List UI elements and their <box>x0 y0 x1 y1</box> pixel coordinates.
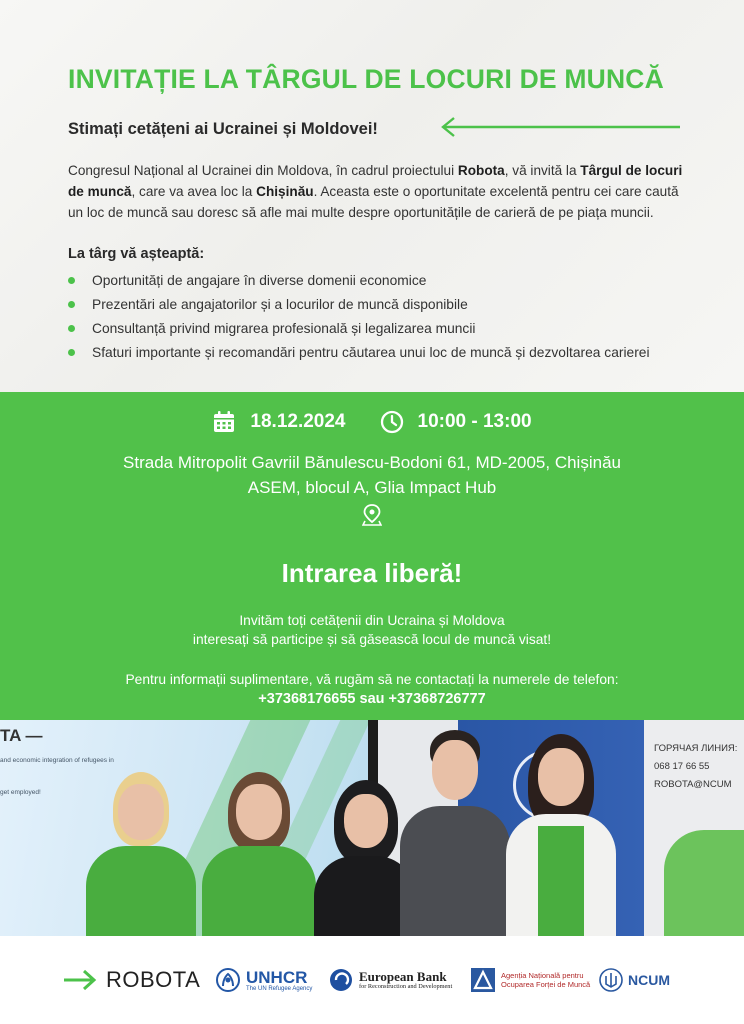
unhcr-emblem-icon <box>214 966 242 994</box>
ebrd-logo: European Bank for Reconstruction and Development <box>328 936 452 1024</box>
expect-list <box>68 268 650 364</box>
greeting: Stimați cetățeni ai Ucrainei și Moldovei! <box>68 120 378 138</box>
invite-text: Invităm toți cetățenii din Ucraina și Moldova interesați să participe și să găsească locul de muncă visat! <box>192 613 552 647</box>
person <box>80 770 200 936</box>
event-time: 10:00 - 13:00 <box>417 411 532 432</box>
page-title: INVITAȚIE LA TÂRGUL DE LOCURI DE MUNCĂ <box>68 64 664 94</box>
contact-info: Pentru informații suplimentare, vă rugăm să ne contactați la numerele de telefon: +37368176655 sau +37368726777 <box>125 672 619 707</box>
person <box>198 770 320 936</box>
clock-icon <box>380 410 404 434</box>
event-details-banner <box>0 392 744 720</box>
bullet-icon <box>68 325 75 332</box>
list-item: Oportunități de angajare în diverse domenii economice <box>68 268 650 292</box>
arrow-right-icon <box>64 969 100 991</box>
unhcr-logo: UNHCR The UN Refugee Agency <box>214 936 312 1024</box>
bullet-icon <box>68 277 75 284</box>
bullet-icon <box>68 349 75 356</box>
person <box>396 728 514 936</box>
anofm-emblem-icon <box>470 967 496 993</box>
ncum-logo: NCUM <box>598 936 670 1024</box>
screen-text: and economic integration of refugees in <box>0 757 114 764</box>
list-item: Prezentări ale angajatorilor și a locurilor de muncă disponibile <box>68 292 650 316</box>
header-section <box>0 0 744 392</box>
partner-logos <box>0 936 744 1024</box>
list-item: Consultanță privind migrarea profesională și legalizarea muncii <box>68 316 650 340</box>
phone-numbers: +37368176655 sau +37368726777 <box>258 691 486 707</box>
event-address: Strada Mitropolit Gavriil Bănulescu-Bodoni 61, MD-2005, Chișinău ASEM, blocul A, Glia Impact Hub <box>123 453 621 497</box>
robota-logo: ROBOTA <box>64 936 200 1024</box>
project-name: Robota <box>457 163 505 178</box>
fair-name: Târgul de locuri de muncă <box>68 163 683 199</box>
date-time-row <box>0 410 744 434</box>
ebrd-emblem-icon <box>328 967 354 993</box>
screen-title: TA — <box>0 726 43 745</box>
intro-paragraph: Congresul Național al Ucrainei din Moldova, în cadrul proiectului Robota, vă invită la Târgul de locuri de muncă, care va avea loc la Chișinău. Aceasta este o oportunitate excelentă pentru cei care caută un loc de muncă sau doresc să afle mai multe despre oportunitățile de carieră de pe piața muncii. <box>68 163 683 220</box>
screen-text: get employed! <box>0 789 41 796</box>
expect-heading: La târg vă așteaptă: <box>68 246 205 262</box>
event-photo <box>0 720 744 936</box>
bullet-icon <box>68 301 75 308</box>
hotline-panel: ГОРЯЧАЯ ЛИНИЯ: 068 17 66 55 ROBOTA@NCUM <box>644 720 744 936</box>
calendar-icon <box>212 410 236 434</box>
event-date: 18.12.2024 <box>250 411 346 432</box>
arrow-left-icon <box>440 117 680 137</box>
list-item: Sfaturi importante și recomandări pentru căutarea unui loc de muncă și dezvoltarea carierei <box>68 340 650 364</box>
ncum-emblem-icon <box>598 967 624 993</box>
anofm-logo: Agenția Națională pentru Ocuparea Forței de Muncă <box>470 936 590 1024</box>
person <box>502 734 620 936</box>
city-name: Chișinău <box>256 184 314 199</box>
free-entry-heading: Intrarea liberă! <box>281 558 463 588</box>
location-pin-icon <box>362 504 382 526</box>
